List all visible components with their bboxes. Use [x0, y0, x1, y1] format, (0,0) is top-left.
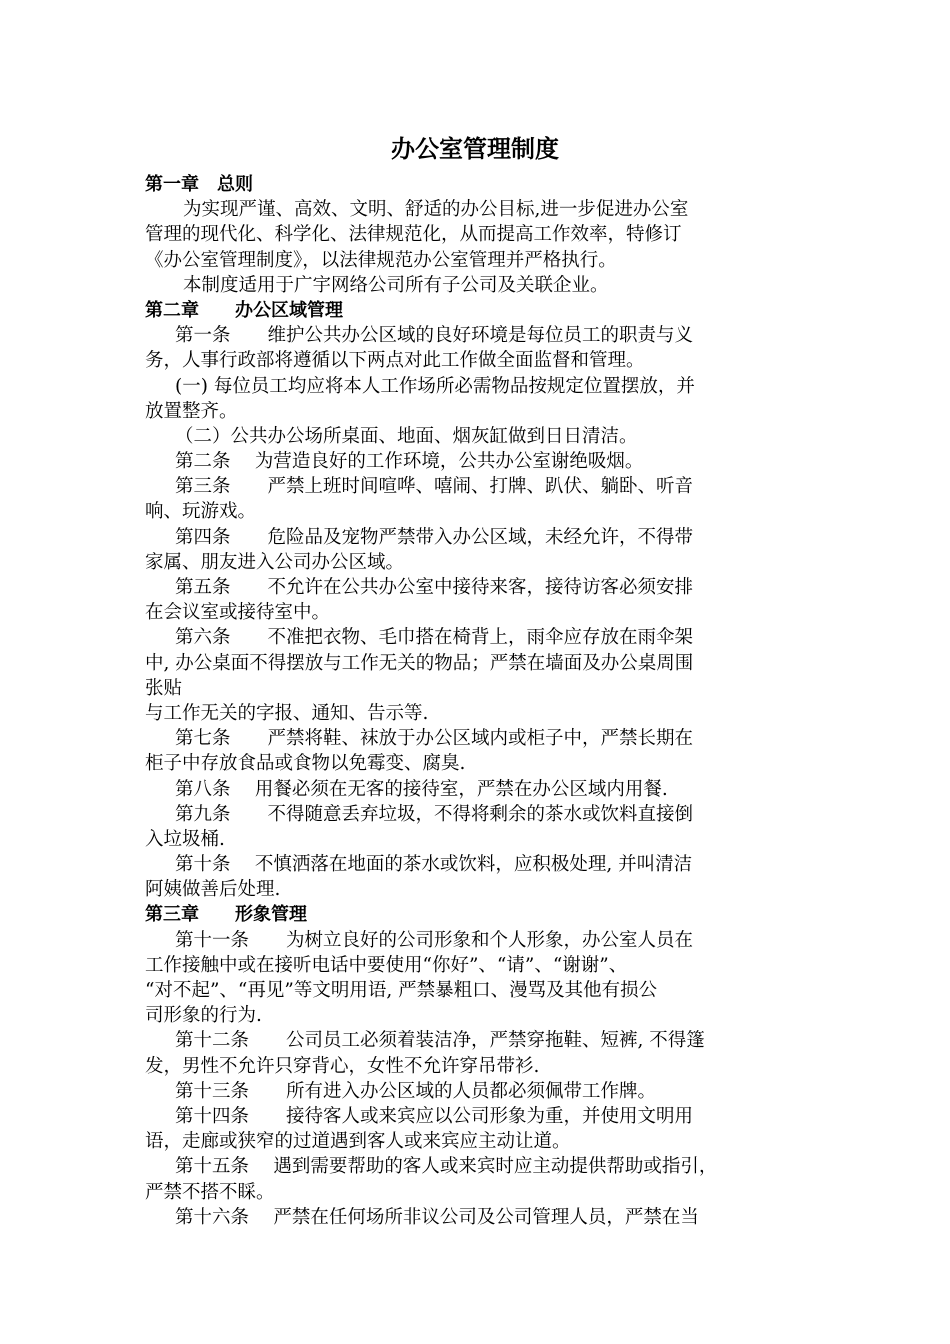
text-line: 与工作无关的字报、通知、告示等.: [145, 702, 429, 724]
paragraph-line: 为实现严谨、高效、文明、舒适的办公目标,进一步促进办公室: [183, 199, 689, 221]
text-line: 语，走廊或狭窄的过道遇到客人或来宾应主动让道。: [145, 1131, 571, 1153]
text-line: 在会议室或接待室中。: [145, 602, 331, 624]
article-line: 第七条 严禁将鞋、袜放于办公区域内或柜子中，严禁长期在: [175, 728, 694, 750]
article-line: (一) 每位员工均应将本人工作场所必需物品按规定位置摆放，并: [175, 375, 695, 397]
article-line: 第十六条 严禁在任何场所非议公司及公司管理人员，严禁在当: [175, 1206, 699, 1228]
text-line: 放置整齐。: [145, 400, 238, 422]
text-line: 《办公室管理制度》，以法律规范办公室管理并严格执行。: [145, 249, 617, 271]
text-line: 响、玩游戏。: [145, 501, 257, 523]
article-line: 第三条 严禁上班时间喧哗、嘻闹、打牌、趴伏、躺卧、听音: [175, 476, 694, 498]
text-line: 发，男性不允许只穿背心，女性不允许穿吊带衫.: [145, 1055, 540, 1077]
text-line: 中, 办公桌面不得摆放与工作无关的物品；严禁在墙面及办公桌周围: [145, 652, 694, 674]
article-line: 第十五条 遇到需要帮助的客人或来宾时应主动提供帮助或指引，: [175, 1156, 718, 1178]
chapter-heading: 第一章 总则: [145, 174, 253, 195]
text-line: 家属、朋友进入公司办公区域。: [145, 551, 405, 573]
document-body: [145, 172, 809, 1230]
article-line: 第十一条 为树立良好的公司形象和个人形象，办公室人员在: [175, 929, 694, 951]
article-line: 第十三条 所有进入办公区域的人员都必须佩带工作牌。: [175, 1080, 657, 1102]
article-line: 第五条 不允许在公共办公室中接待来客，接待访客必须安排: [175, 577, 694, 598]
text-line: 严禁不搭不睬。: [145, 1181, 275, 1203]
chapter-heading: 第三章 形象管理: [145, 904, 307, 926]
article-line: 第十四条 接待客人或来宾应以公司形象为重，并使用文明用: [175, 1105, 694, 1127]
text-line: 务，人事行政部将遵循以下两点对此工作做全面监督和管理。: [145, 350, 645, 372]
chapter-heading: 第二章 办公区域管理: [145, 299, 343, 321]
paragraph-line: 本制度适用于广宇网络公司所有子公司及关联企业。: [183, 274, 609, 296]
text-line: 工作接触中或在接听电话中要使用“你好”、“请”、“谢谢”、: [145, 954, 628, 976]
article-line: 第四条 危险品及宠物严禁带入办公区域，未经允许，不得带: [175, 526, 694, 548]
text-line: 入垃圾桶.: [145, 828, 225, 850]
text-line: 管理的现代化、科学化、法律规范化，从而提高工作效率，特修订: [145, 224, 682, 246]
article-line: 第十条 不慎洒落在地面的茶水或饮料，应积极处理, 并叫清洁: [175, 854, 693, 876]
article-line: 第十二条 公司员工必须着装洁净，严禁穿拖鞋、短裤, 不得篷: [175, 1030, 705, 1052]
text-line: 阿姨做善后处理.: [145, 879, 281, 901]
text-line: 司形象的行为.: [145, 1005, 262, 1027]
article-line: 第八条 用餐必须在无客的接待室，严禁在办公区域内用餐.: [175, 778, 668, 800]
text-line: “对不起”、“再见”等文明用语, 严禁暴粗口、漫骂及其他有损公: [145, 980, 658, 1001]
text-line: 柜子中存放食品或食物以免霉变、腐臭.: [145, 753, 466, 775]
article-line: 第九条 不得随意丢弃垃圾，不得将剩余的茶水或饮料直接倒: [175, 803, 694, 825]
text-line: 张贴: [145, 677, 183, 699]
article-line: 第六条 不准把衣物、毛巾搭在椅背上，雨伞应存放在雨伞架: [175, 627, 694, 649]
article-line: （二）公共办公场所桌面、地面、烟灰缸做到日日清洁。: [175, 425, 638, 447]
article-line: 第二条 为营造良好的工作环境，公共办公室谢绝吸烟。: [175, 451, 644, 473]
article-line: 第一条 维护公共办公区域的良好环境是每位员工的职责与义: [175, 325, 694, 347]
document-title: 办公室管理制度: [391, 135, 559, 163]
